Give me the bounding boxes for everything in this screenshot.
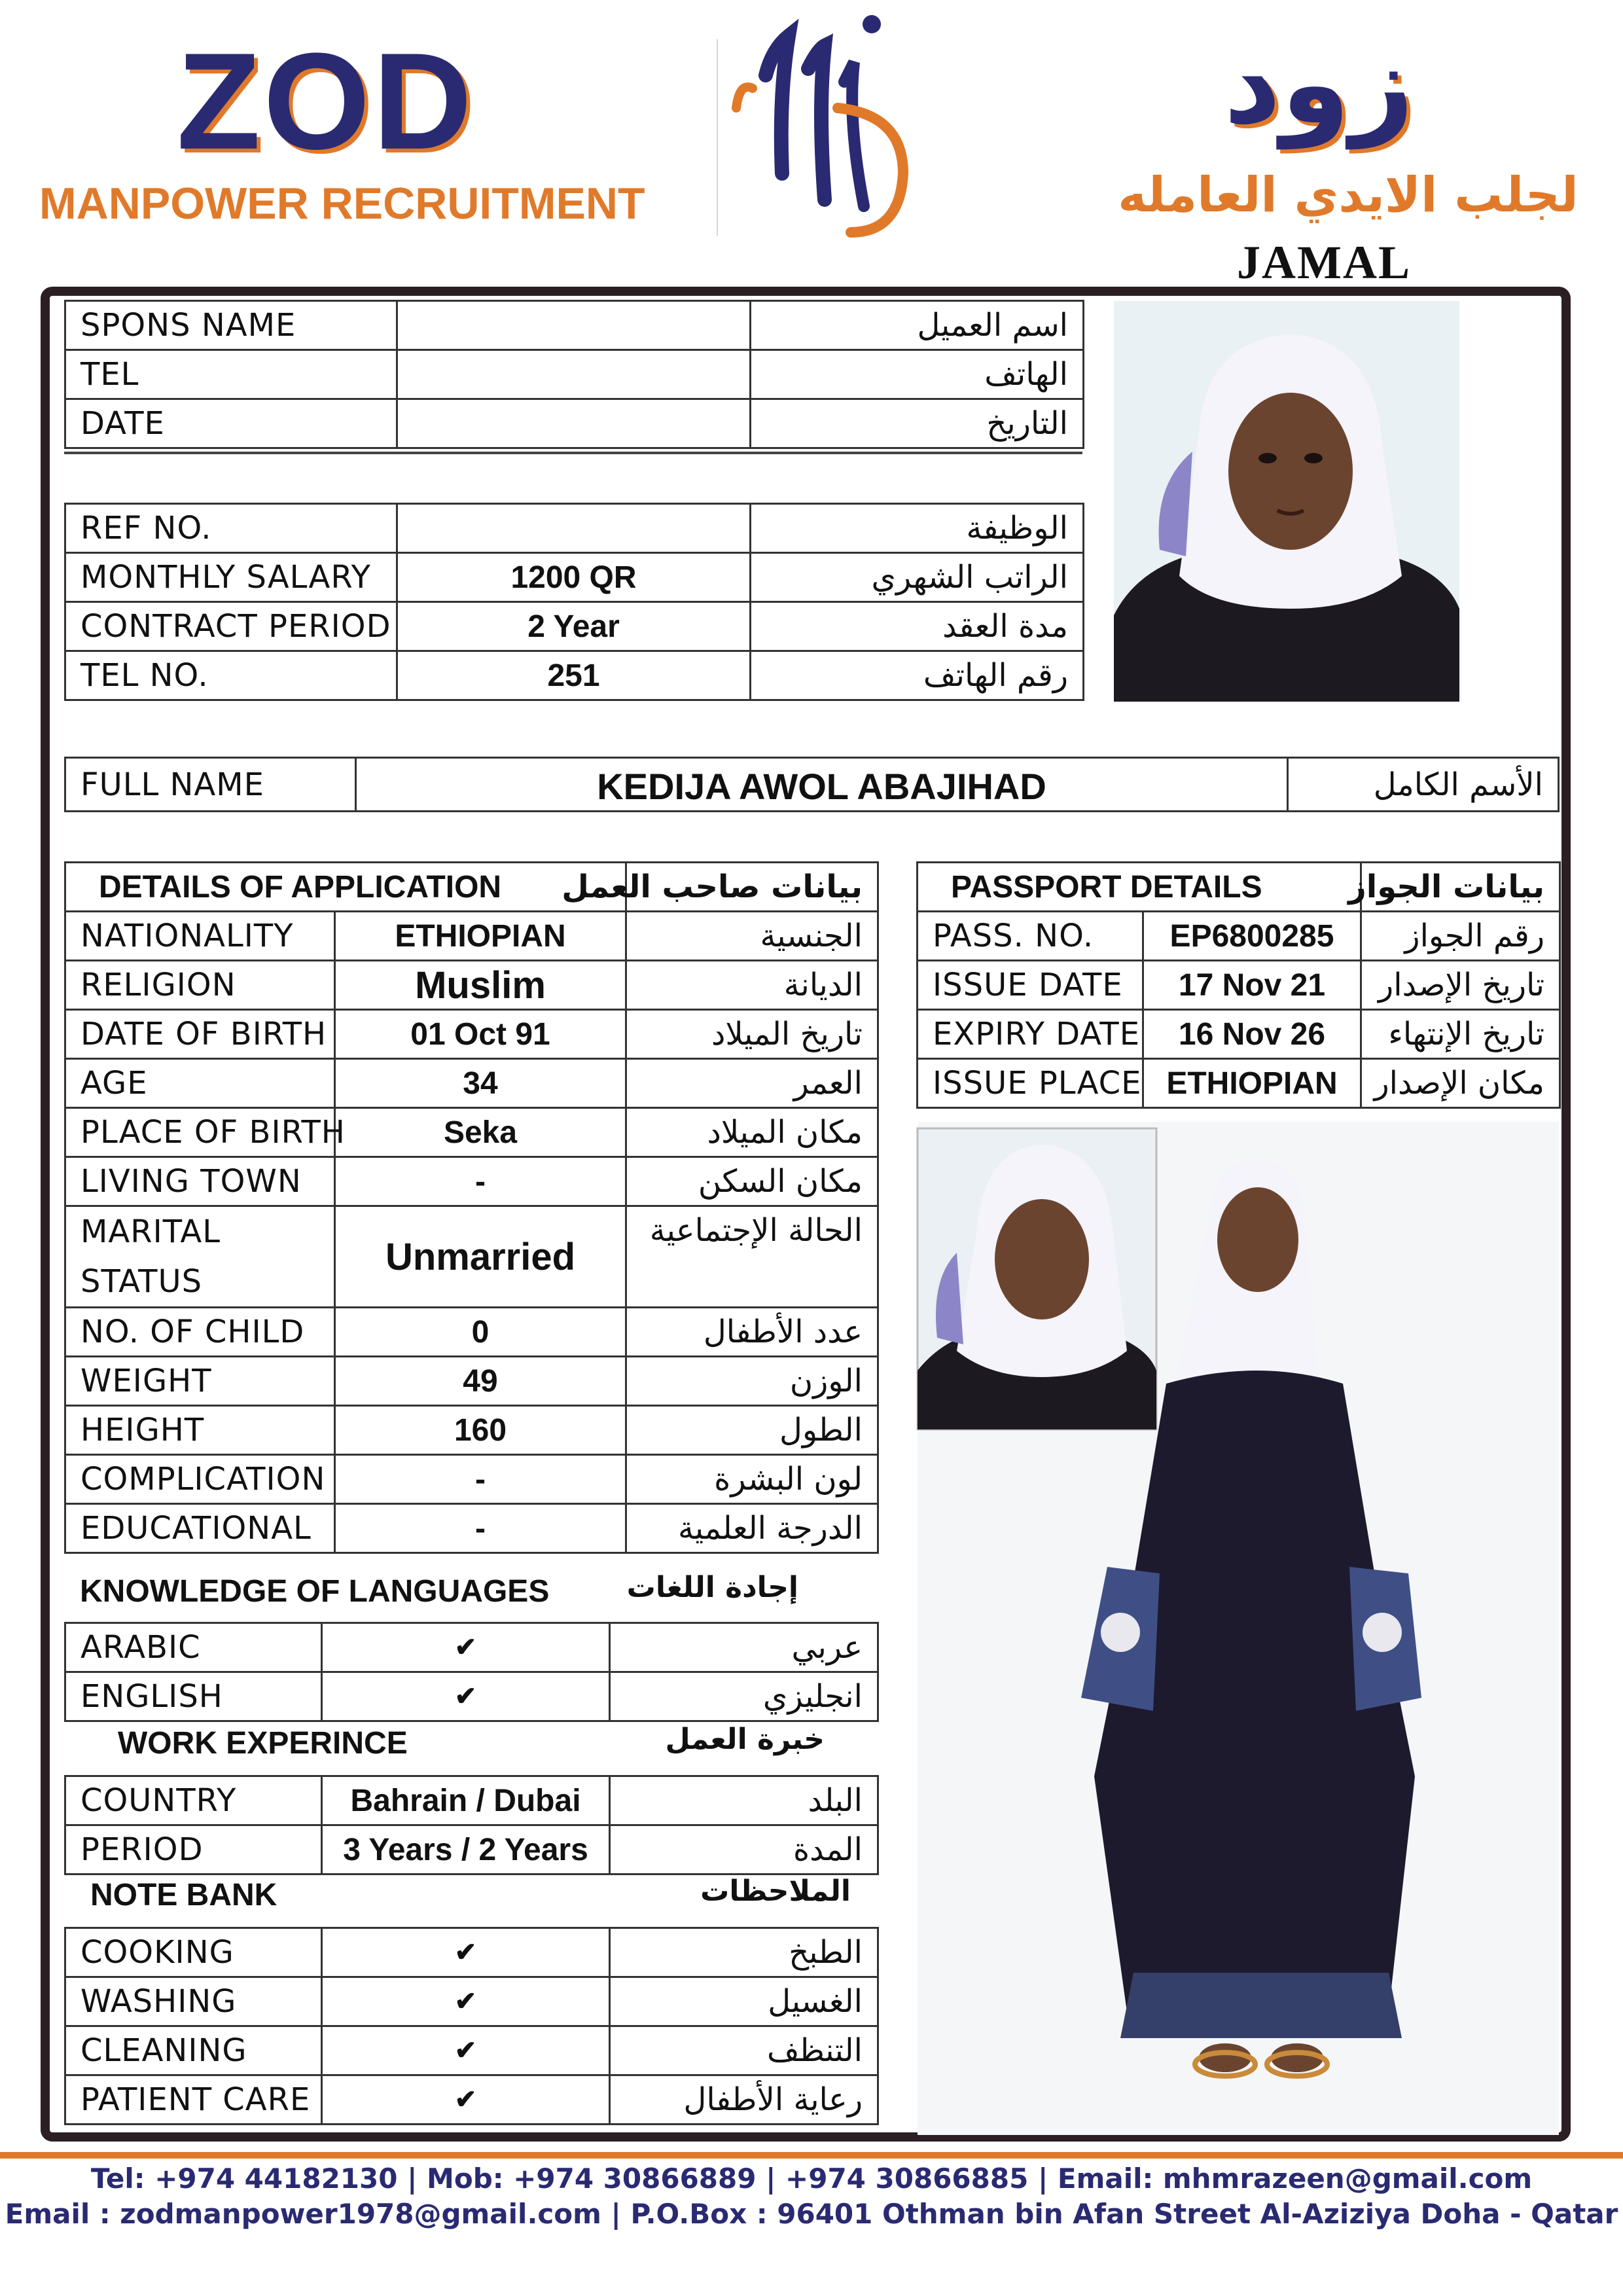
row-label: EXPIRY DATE [918, 1010, 1143, 1059]
table-row [65, 1059, 878, 1108]
row-value: - [335, 1157, 626, 1206]
languages-title: KNOWLEDGE OF LANGUAGES [80, 1574, 550, 1609]
table-row [918, 912, 1560, 961]
check-icon: ✔ [322, 1928, 610, 1977]
row-label: NATIONALITY [65, 912, 335, 961]
full-body-photo [918, 1122, 1559, 2135]
check-icon: ✔ [322, 1672, 610, 1721]
row-label-arabic: الراتب الشهري [751, 553, 1084, 602]
passport-table [916, 861, 1561, 1109]
row-label: ENGLISH [65, 1672, 322, 1721]
row-label: LIVING TOWN [65, 1157, 335, 1206]
row-label: ISSUE DATE [918, 961, 1143, 1010]
passport-title: PASSPORT DETAILS [918, 863, 1361, 912]
header-divider [717, 39, 718, 236]
footer-contact-line1: Tel: +974 44182130 | Mob: +974 30866889 | +974 30866885 | Email: mhmrazeen@gmail.com [90, 2162, 1533, 2195]
row-label-arabic: الوظيفة [751, 504, 1084, 553]
table-row [65, 399, 1084, 448]
table-row [918, 1010, 1560, 1059]
row-label: DATE [65, 399, 397, 448]
passport-title-arabic: بيانات الجواز [1361, 863, 1560, 912]
brand-logo-text: ZOD [177, 24, 475, 178]
person-portrait-icon [1114, 301, 1459, 702]
row-label-arabic: انجليزي [610, 1672, 878, 1721]
table-row [65, 1010, 878, 1059]
marital-label-line2: STATUS [80, 1263, 203, 1300]
row-label-arabic: المدة [610, 1825, 878, 1874]
full-name-value: KEDIJA AWOL ABAJIHAD [356, 758, 1288, 812]
row-label: PATIENT CARE [65, 2075, 322, 2125]
separator [64, 452, 1082, 454]
row-value: Seka [335, 1108, 626, 1157]
row-label: PLACE OF BIRTH [65, 1108, 335, 1157]
table-row [65, 2026, 878, 2075]
row-label-arabic: مدة العقد [751, 602, 1084, 651]
row-value: 34 [335, 1059, 626, 1108]
row-label-arabic: الهاتف [751, 350, 1084, 399]
application-title-arabic: بيانات صاحب العمل [626, 863, 878, 912]
marital-label [65, 1206, 335, 1308]
row-label-arabic: الدرجة العلمية [626, 1504, 878, 1553]
check-icon: ✔ [322, 2075, 610, 2125]
row-label-arabic: الغسيل [610, 1977, 878, 2026]
row-label-arabic: تاريخ الإنتهاء [1361, 1010, 1560, 1059]
row-label-arabic: رقم الهاتف [751, 651, 1084, 700]
section-header-row [918, 863, 1560, 912]
table-row [65, 1357, 878, 1406]
table-row [65, 1308, 878, 1357]
row-value: 49 [335, 1357, 626, 1406]
experience-title: WORK EXPERINCE [118, 1726, 408, 1761]
row-value: ETHIOPIAN [335, 912, 626, 961]
check-icon: ✔ [322, 1623, 610, 1672]
row-value [397, 301, 751, 350]
marital-label-arabic: الحالة الإجتماعية [626, 1206, 878, 1308]
row-value: 160 [335, 1406, 626, 1455]
row-label-arabic: تاريخ الإصدار [1361, 961, 1560, 1010]
table-row [65, 602, 1084, 651]
row-label: WASHING [65, 1977, 322, 2026]
notes-title-arabic: الملاحظات [700, 1874, 851, 1908]
row-label: PERIOD [65, 1825, 322, 1874]
row-label: CONTRACT PERIOD [65, 602, 397, 651]
row-label-arabic: الطبخ [610, 1928, 878, 1977]
row-value: 3 Years / 2 Years [322, 1825, 610, 1874]
table-row [65, 1406, 878, 1455]
marital-label-line1: MARITAL [80, 1213, 221, 1250]
agent-name: JAMAL [1237, 236, 1411, 289]
table-row [65, 301, 1084, 350]
table-row [65, 1623, 878, 1672]
row-label-arabic: رعاية الأطفال [610, 2075, 878, 2125]
experience-title-arabic: خبرة العمل [665, 1723, 825, 1756]
row-value: - [335, 1455, 626, 1504]
row-value: Muslim [335, 961, 626, 1010]
passport-number: EP6800285 [1143, 912, 1361, 961]
row-value [397, 350, 751, 399]
row-label: ARABIC [65, 1623, 322, 1672]
full-name-label-arabic: الأسم الكامل [1288, 758, 1559, 812]
brand-subtitle-arabic: لجلب الايدي العامله [1118, 167, 1578, 223]
person-full-body-icon [918, 1122, 1559, 2135]
row-label: COOKING [65, 1928, 322, 1977]
table-row [65, 1108, 878, 1157]
row-label-arabic: رقم الجواز [1361, 912, 1560, 961]
application-title: DETAILS OF APPLICATION [65, 863, 626, 912]
experience-table [64, 1775, 879, 1875]
row-value: 17 Nov 21 [1143, 961, 1361, 1010]
tel-value: 251 [397, 651, 751, 700]
contract-value: 2 Year [397, 602, 751, 651]
row-value: Bahrain / Dubai [322, 1776, 610, 1825]
row-label: PASS. NO. [918, 912, 1143, 961]
row-label-arabic: مكان الميلاد [626, 1108, 878, 1157]
table-row [65, 2075, 878, 2125]
row-label-arabic: الوزن [626, 1357, 878, 1406]
table-row [65, 1455, 878, 1504]
row-label: REF NO. [65, 504, 397, 553]
row-label: CLEANING [65, 2026, 322, 2075]
table-row [65, 1776, 878, 1825]
row-label: DATE OF BIRTH [65, 1010, 335, 1059]
row-label: COMPLICATION [65, 1455, 335, 1504]
table-row [65, 912, 878, 961]
sponsor-table [64, 300, 1084, 449]
table-row [65, 350, 1084, 399]
row-value: 16 Nov 26 [1143, 1010, 1361, 1059]
table-row [65, 553, 1084, 602]
row-label-arabic: لون البشرة [626, 1455, 878, 1504]
row-value [397, 504, 751, 553]
row-value: 0 [335, 1308, 626, 1357]
row-label: MONTHLY SALARY [65, 553, 397, 602]
row-label-arabic: العمر [626, 1059, 878, 1108]
row-label-arabic: تاريخ الميلاد [626, 1010, 878, 1059]
notes-table [64, 1927, 879, 2125]
row-value: ETHIOPIAN [1143, 1059, 1361, 1108]
full-name-table [64, 757, 1560, 812]
check-icon: ✔ [322, 1977, 610, 2026]
row-label: SPONS NAME [65, 301, 397, 350]
table-row [65, 1206, 878, 1308]
row-value: - [335, 1504, 626, 1553]
row-label-arabic: الجنسية [626, 912, 878, 961]
row-label-arabic: البلد [610, 1776, 878, 1825]
row-value: 01 Oct 91 [335, 1010, 626, 1059]
table-row [65, 1504, 878, 1553]
row-label: NO. OF CHILD [65, 1308, 335, 1357]
section-header-row [65, 863, 878, 912]
row-label: WEIGHT [65, 1357, 335, 1406]
row-label-arabic: الطول [626, 1406, 878, 1455]
table-row [65, 651, 1084, 700]
application-table [64, 861, 879, 1554]
row-label-arabic: عدد الأطفال [626, 1308, 878, 1357]
row-label: ISSUE PLACE [918, 1059, 1143, 1108]
notes-title: NOTE BANK [90, 1878, 277, 1912]
table-row [65, 1928, 878, 1977]
marital-value: Unmarried [335, 1206, 626, 1308]
row-label-arabic: مكان السكن [626, 1157, 878, 1206]
footer-contact-line2: Email : zodmanpower1978@gmail.com | P.O.Box : 96401 Othman bin Afan Street Al-Aziziya Doha - Qatar [5, 2198, 1618, 2230]
brand-logo-arabic: زود [1224, 20, 1414, 149]
row-value [397, 399, 751, 448]
table-row [65, 1825, 878, 1874]
languages-title-arabic: إجادة اللغات [626, 1571, 798, 1604]
table-row [65, 504, 1084, 553]
table-row [65, 1157, 878, 1206]
row-label: AGE [65, 1059, 335, 1108]
footer-divider [0, 2152, 1623, 2159]
row-label: EDUCATIONAL [65, 1504, 335, 1553]
row-label-arabic: التنظف [610, 2026, 878, 2075]
check-icon: ✔ [322, 2026, 610, 2075]
portrait-photo [1114, 301, 1459, 702]
row-label: HEIGHT [65, 1406, 335, 1455]
job-table [64, 503, 1084, 701]
row-label: TEL [65, 350, 397, 399]
row-label-arabic: عربي [610, 1623, 878, 1672]
brand-subtitle: MANPOWER RECRUITMENT [39, 179, 645, 228]
row-label-arabic: الديانة [626, 961, 878, 1010]
table-row [65, 1977, 878, 2026]
full-name-label: FULL NAME [65, 758, 356, 812]
row-label: COUNTRY [65, 1776, 322, 1825]
row-label: TEL NO. [65, 651, 397, 700]
row-label-arabic: اسم العميل [751, 301, 1084, 350]
languages-table [64, 1622, 879, 1722]
table-row [65, 758, 1559, 812]
row-label-arabic: التاريخ [751, 399, 1084, 448]
table-row [918, 961, 1560, 1010]
table-row [65, 961, 878, 1010]
row-label-arabic: مكان الإصدار [1361, 1059, 1560, 1108]
table-row [65, 1672, 878, 1721]
row-label: RELIGION [65, 961, 335, 1010]
company-logo-icon [726, 10, 929, 259]
salary-value: 1200 QR [397, 553, 751, 602]
table-row [918, 1059, 1560, 1108]
